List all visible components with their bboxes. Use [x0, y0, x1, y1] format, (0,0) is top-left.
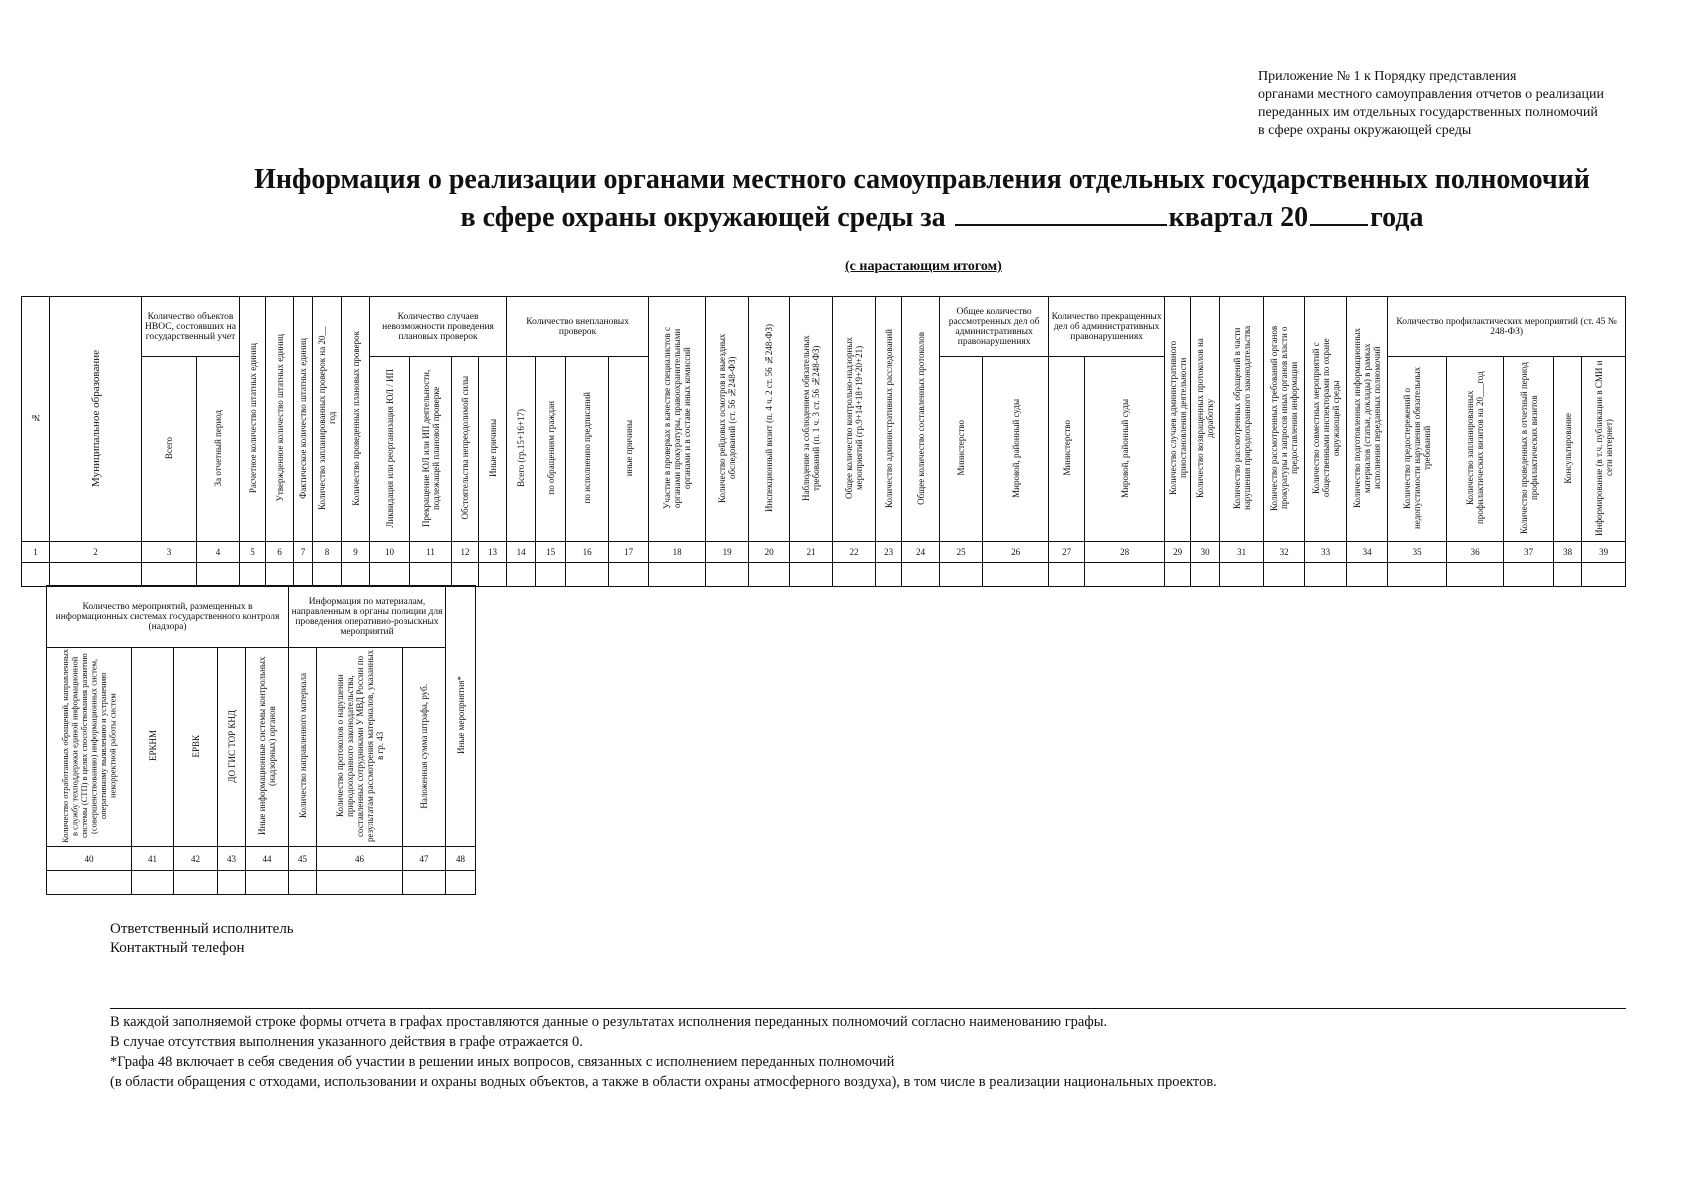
col-header-reporting-period: За отчетный период: [197, 357, 240, 542]
note-line-2: В случае отсутствия выполнения указанного действия в графе отражается 0.: [110, 1034, 583, 1050]
data-cell[interactable]: [240, 563, 266, 587]
data-cell[interactable]: [1085, 563, 1165, 587]
col-header-returned: Количество возвращенных протоколов на доработку: [1191, 297, 1220, 542]
column-number: 12: [452, 542, 479, 563]
column-number: 21: [790, 542, 833, 563]
column-number: 28: [1085, 542, 1165, 563]
column-number: 37: [1504, 542, 1554, 563]
column-number: 10: [370, 542, 410, 563]
column-number: 20: [749, 542, 790, 563]
col-header-other: иные причины: [609, 357, 649, 542]
group-header-considered: Общее количество рассмотренных дел об административных правонарушениях: [940, 297, 1049, 357]
data-cell[interactable]: [403, 871, 446, 895]
col-header-fines: Наложенная сумма штрафа, руб.: [403, 648, 446, 847]
col-header-total: Всего: [142, 357, 197, 542]
appendix-line-1: Приложение № 1 к Порядку представления: [1258, 69, 1517, 84]
col-header-court-2: Мировой, районный суды: [1085, 357, 1165, 542]
data-cell[interactable]: [132, 871, 174, 895]
data-cell[interactable]: [218, 871, 246, 895]
col-header-informing: Информирование (в т.ч. публикации в СМИ и сети интернет): [1582, 357, 1626, 542]
col-header-materials: Количество подготовленных информационных материалов (статьи, доклады) в рамках исполнения переданных полномочий: [1347, 297, 1388, 542]
col-header-number: №: [22, 297, 50, 542]
data-cell[interactable]: [1165, 563, 1191, 587]
col-header-erknm: ЕРКНМ: [132, 648, 174, 847]
col-header-court-1: Мировой, районный суды: [983, 357, 1049, 542]
data-cell[interactable]: [342, 563, 370, 587]
col-header-orders: по исполнению предписаний: [566, 357, 609, 542]
col-header-warnings: Количество предостережений о недопустимости нарушения обязательных требований: [1388, 357, 1447, 542]
col-header-total-17: Всего (гр.15+16+17): [507, 357, 536, 542]
col-header-ministry-1: Министерство: [940, 357, 983, 542]
data-cell[interactable]: [22, 563, 50, 587]
data-cell[interactable]: [876, 563, 902, 587]
column-number: 15: [536, 542, 566, 563]
group-header-nvos: Количество объектов НВОС, состоявших на государственный учет: [142, 297, 240, 357]
column-number: 29: [1165, 542, 1191, 563]
col-header-erpk: ЕРВК: [174, 648, 218, 847]
group-header-police: Информация по материалам, направленным в органы полиции для проведения оперативно-розыскных мероприятий: [289, 586, 446, 648]
column-number: 26: [983, 542, 1049, 563]
col-header-sent: Количество направленного материала: [289, 648, 317, 847]
col-header-consulting: Консультирование: [1554, 357, 1582, 542]
data-cell[interactable]: [452, 563, 479, 587]
data-cell[interactable]: [50, 563, 142, 587]
column-number-row: [47, 847, 476, 871]
col-header-observation: Наблюдение за соблюдением обязательных требований (п. 1 ч. 3 ст. 56 №248-ФЗ): [790, 297, 833, 542]
column-number: 18: [649, 542, 706, 563]
col-header-total-control: Общее количество контрольно-надзорных мероприятий (гр.9+14+18+19+20+21): [833, 297, 876, 542]
responsible-executor-label: Ответственный исполнитель: [110, 921, 294, 937]
group-header-systems: Количество мероприятий, размещенных в информационных системах государственного контроля (надзора): [47, 586, 289, 648]
data-cell[interactable]: [1191, 563, 1220, 587]
col-header-staff-calc: Расчетное количество штатных единиц: [240, 297, 266, 542]
data-cell[interactable]: [317, 871, 403, 895]
data-cell[interactable]: [1305, 563, 1347, 587]
col-header-prosecutor: Количество рассмотренных требований органов прокуратуры и запросов иных органов власти о предоставлении информации: [1264, 297, 1305, 542]
data-cell[interactable]: [174, 871, 218, 895]
title-prefix: в сфере охраны окружающей среды за: [460, 202, 946, 233]
column-number: 24: [902, 542, 940, 563]
col-header-appeals: Количество рассмотренных обращений в части нарушения природоохранного законодательства: [1220, 297, 1264, 542]
col-header-municipality: Муниципальное образование: [50, 297, 142, 542]
data-cell[interactable]: [706, 563, 749, 587]
data-cell[interactable]: [313, 563, 342, 587]
column-number: 11: [410, 542, 452, 563]
title-suffix: года: [1370, 202, 1424, 233]
data-cell[interactable]: [649, 563, 706, 587]
col-header-ministry-2: Министерство: [1049, 357, 1085, 542]
col-header-protocols: Общее количество составленных протоколов: [902, 297, 940, 542]
column-number: 8: [313, 542, 342, 563]
table-row: [22, 563, 1626, 587]
appendix-line-2: органами местного самоуправления отчетов о реализации: [1258, 87, 1604, 102]
data-cell[interactable]: [446, 871, 476, 895]
column-number: 14: [507, 542, 536, 563]
column-number: 27: [1049, 542, 1085, 563]
notes-divider: [110, 1008, 1626, 1009]
appendix-line-4: в сфере охраны окружающей среды: [1258, 123, 1472, 138]
col-header-joint: Количество совместных мероприятий с общественными инспекторами по охране окружающей среды: [1305, 297, 1347, 542]
data-cell[interactable]: [246, 871, 289, 895]
col-header-staff-actual: Фактическое количество штатных единиц: [294, 297, 313, 542]
group-header-impossible: Количество случаев невозможности проведения плановых проверок: [370, 297, 507, 357]
column-number: 23: [876, 542, 902, 563]
note-line-3: *Графа 48 включает в себя сведения об участии в решении иных вопросов, связанных с исполнением переданных полномочий: [110, 1054, 895, 1070]
column-number: 2: [50, 542, 142, 563]
data-cell[interactable]: [47, 871, 132, 895]
note-line-1: В каждой заполняемой строке формы отчета в графах проставляются данные о результатах исполнения переданных полномочий согласно наименованию графы.: [110, 1014, 1108, 1030]
column-number: 42: [174, 847, 218, 871]
data-cell[interactable]: [833, 563, 876, 587]
footnotes: [110, 1012, 1217, 1092]
col-header-participation: Участие в проверках в качестве специалистов с органами прокуратуры, правоохранительными органами и в составе иных комиссий: [649, 297, 706, 542]
col-header-raids: Количество рейдовых осмотров и выездных обследований (ст. 56 №248-ФЗ): [706, 297, 749, 542]
column-number: 30: [1191, 542, 1220, 563]
data-cell[interactable]: [370, 563, 410, 587]
column-number: 13: [479, 542, 507, 563]
column-number: 22: [833, 542, 876, 563]
title-line-2: [0, 198, 1694, 236]
column-number: 1: [22, 542, 50, 563]
data-cell[interactable]: [289, 871, 317, 895]
col-header-police-protocols: Количество протоколов о нарушении природоохранного законодательства, составленных сотрудниками У МВД России по результатам рассмотрения материалов, указанных в гр. 43: [317, 648, 403, 847]
column-number: 6: [266, 542, 294, 563]
data-cell[interactable]: [609, 563, 649, 587]
data-cell[interactable]: [1388, 563, 1447, 587]
column-number: 3: [142, 542, 197, 563]
data-cell[interactable]: [1554, 563, 1582, 587]
column-number: 32: [1264, 542, 1305, 563]
col-header-inspection-visit: Инспекционный визит (п. 4 ч. 2 ст. 56 №248-ФЗ): [749, 297, 790, 542]
col-header-admin-investigations: Количество административных расследований: [876, 297, 902, 542]
appendix-line-3: переданных им отдельных государственных полномочий: [1258, 105, 1598, 120]
column-number: 33: [1305, 542, 1347, 563]
col-header-termination: Прекращение ЮЛ или ИП деятельности, подлежащей плановой проверке: [410, 357, 452, 542]
data-cell[interactable]: [983, 563, 1049, 587]
data-cell[interactable]: [1049, 563, 1085, 587]
column-number: 7: [294, 542, 313, 563]
year-blank: [1310, 198, 1368, 226]
note-line-4: (в области обращения с отходами, использовании и охраны водных объектов, а также в области охраны атмосферного воздуха), в том числе в реализации национальных проектов.: [110, 1074, 1217, 1090]
col-header-planned-visits: Количество запланированных профилактических визитов на 20___год: [1447, 357, 1504, 542]
page-title: [0, 162, 1694, 236]
data-cell[interactable]: [507, 563, 536, 587]
data-cell[interactable]: [566, 563, 609, 587]
col-header-appeals-system: Количество отработанных обращений, направленных в службу техподдержки единой информационной системы (СТП) в целях способствования развитию (совершенствованию) информационных систем, оперативному выявлению и устранению некорректной работы систем: [47, 648, 132, 847]
group-header-terminated: Количество прекращенных дел об административных правонарушениях: [1049, 297, 1165, 357]
cumulative-note: (с нарастающим итогом): [845, 259, 1002, 274]
column-number: 17: [609, 542, 649, 563]
data-cell[interactable]: [410, 563, 452, 587]
column-number: 25: [940, 542, 983, 563]
col-header-liquidation: Ликвидация или реорганизация ЮЛ / ИП: [370, 357, 410, 542]
systems-table: [46, 585, 476, 895]
title-mid: квартал 20: [1168, 202, 1309, 233]
col-header-other-reasons: Иные причины: [479, 357, 507, 542]
col-header-planned-inspections: Количество запланированных проверок на 20__ год: [313, 297, 342, 542]
data-cell[interactable]: [536, 563, 566, 587]
data-cell[interactable]: [197, 563, 240, 587]
column-number: 36: [1447, 542, 1504, 563]
column-number: 41: [132, 847, 174, 871]
column-number: 39: [1582, 542, 1626, 563]
data-cell[interactable]: [749, 563, 790, 587]
column-number: 47: [403, 847, 446, 871]
title-line-1: Информация о реализации органами местного самоуправления отдельных государственных полномочий: [254, 164, 1590, 195]
column-number: 19: [706, 542, 749, 563]
column-number: 5: [240, 542, 266, 563]
data-cell[interactable]: [1504, 563, 1554, 587]
data-cell[interactable]: [940, 563, 983, 587]
contacts-block: [110, 920, 294, 958]
column-number: 43: [218, 847, 246, 871]
column-number: 38: [1554, 542, 1582, 563]
group-header-unscheduled: Количество внеплановых проверок: [507, 297, 649, 357]
column-number: 46: [317, 847, 403, 871]
col-header-other-systems: Иные информационные системы контрольных (надзорных) органов: [246, 648, 289, 847]
data-cell[interactable]: [790, 563, 833, 587]
col-header-conducted-planned: Количество проведенных плановых проверок: [342, 297, 370, 542]
appendix-note: [1258, 68, 1683, 140]
col-header-suspension: Количество случаев административного приостановления деятельности: [1165, 297, 1191, 542]
data-cell[interactable]: [1582, 563, 1626, 587]
main-report-table: [21, 296, 1626, 587]
column-number: 16: [566, 542, 609, 563]
data-cell[interactable]: [1447, 563, 1504, 587]
data-cell[interactable]: [902, 563, 940, 587]
col-header-force-majeure: Обстоятельства непреодолимой силы: [452, 357, 479, 542]
column-number: 4: [197, 542, 240, 563]
data-cell[interactable]: [1347, 563, 1388, 587]
data-cell[interactable]: [1220, 563, 1264, 587]
contact-phone-label: Контактный телефон: [110, 940, 245, 956]
column-number: 35: [1388, 542, 1447, 563]
column-number: 44: [246, 847, 289, 871]
data-cell[interactable]: [1264, 563, 1305, 587]
col-header-gis: ДО ГИС ТОР КНД: [218, 648, 246, 847]
data-cell[interactable]: [266, 563, 294, 587]
col-header-staff-approved: Утвержденное количество штатных единиц: [266, 297, 294, 542]
col-header-conducted-visits: Количество проведенных в отчетный период профилактических визитов: [1504, 357, 1554, 542]
column-number: 40: [47, 847, 132, 871]
column-number: 9: [342, 542, 370, 563]
data-cell[interactable]: [479, 563, 507, 587]
col-header-citizens: по обращениям граждан: [536, 357, 566, 542]
table-row: [47, 871, 476, 895]
group-header-preventive: Количество профилактических мероприятий (ст. 45 № 248-ФЗ): [1388, 297, 1626, 357]
col-header-other-measures: Иные мероприятия*: [446, 586, 476, 847]
column-number: 45: [289, 847, 317, 871]
quarter-blank: [955, 198, 1167, 226]
column-number: 48: [446, 847, 476, 871]
column-number: 34: [1347, 542, 1388, 563]
data-cell[interactable]: [142, 563, 197, 587]
column-number-row: [22, 542, 1626, 563]
data-cell[interactable]: [294, 563, 313, 587]
column-number: 31: [1220, 542, 1264, 563]
